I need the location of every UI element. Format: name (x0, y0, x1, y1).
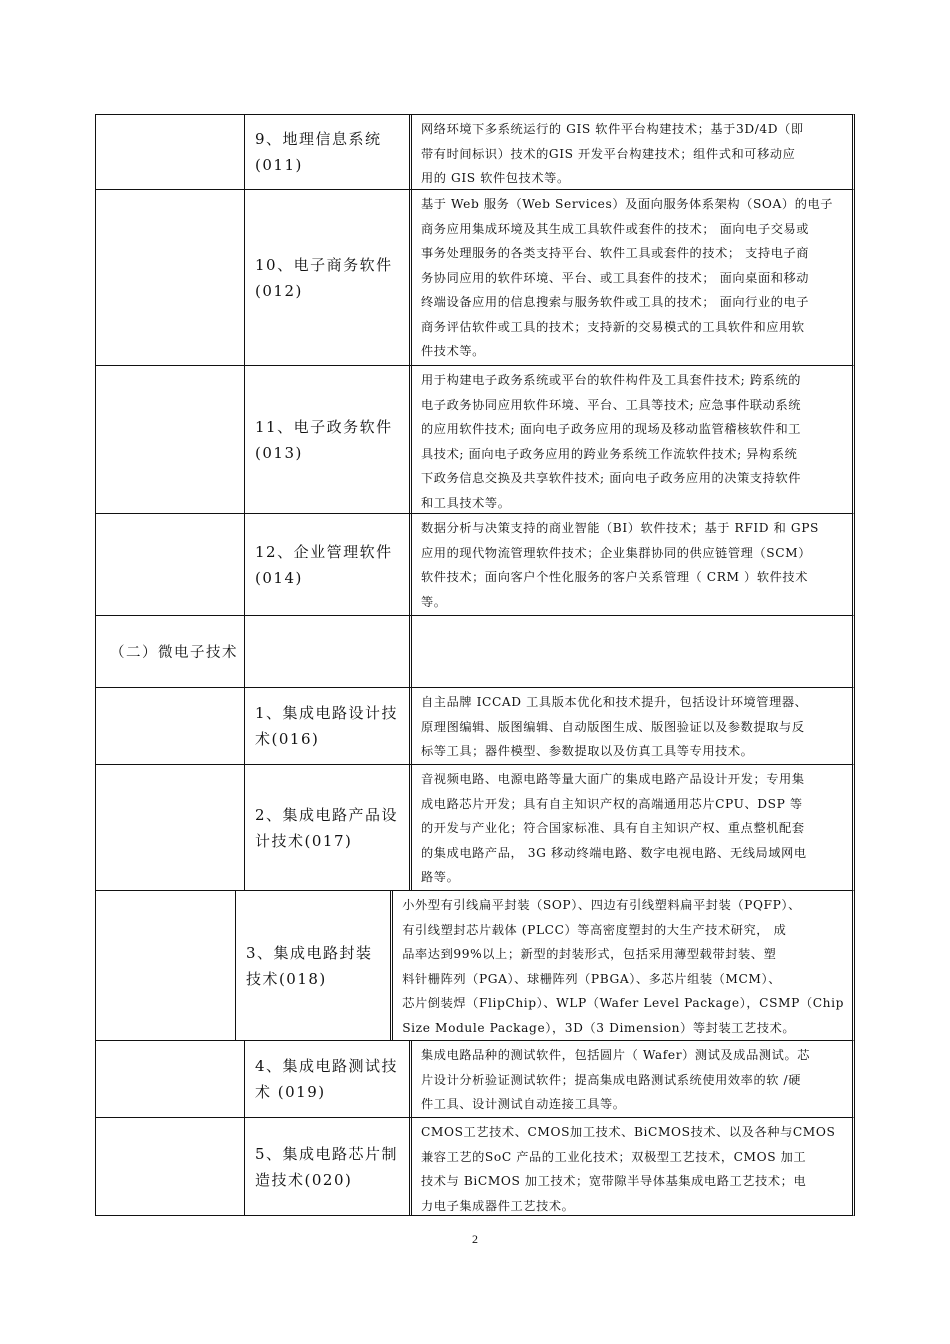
description-cell (412, 366, 852, 513)
description-line: 务协同应用的软件环境、平台、或工具套件的技术； 面向桌面和移动 (421, 270, 810, 285)
description-cell (412, 616, 852, 687)
item-cell: 10、电子商务软件(012) (245, 190, 412, 365)
description-line: 应用的现代物流管理软件技术；企业集群协同的供应链管理（SCM） (421, 545, 812, 560)
description-line: 片设计分析验证测试软件；提高集成电路测试系统使用效率的软 /硬 (421, 1072, 802, 1087)
description-line: 下政务信息交换及共享软件技术; 面向电子政务应用的决策支持软件 (421, 471, 802, 485)
description-line: 兼容工艺的SoC 产品的工业化技术；双极型工艺技术，CMOS 加工 (421, 1149, 807, 1164)
item-cell: 3、集成电路封装技术(018) (236, 891, 393, 1040)
tech-table (95, 114, 855, 1216)
description-line: 软件技术；面向客户个性化服务的客户关系管理（ CRM ）软件技术 (421, 570, 808, 584)
description-line: 的集成电路产品， 3G 移动终端电路、数字电视电路、无线局域网电 (421, 845, 807, 860)
description-line: 有引线塑封芯片载体 (PLCC）等高密度塑封的大生产技术研究， 成 (402, 922, 787, 937)
description-cell (412, 514, 852, 615)
item-cell: 2、集成电路产品设计技术(017) (245, 765, 412, 890)
description-line: 商务应用集成环境及其生成工具软件或套件的技术； 面向电子交易或 (421, 221, 810, 236)
category-cell (96, 190, 245, 365)
description-line: 终端设备应用的信息搜索与服务软件或工具的技术； 面向行业的电子 (421, 295, 810, 309)
category-cell (96, 891, 236, 1040)
description-line: 和工具技术等。 (421, 495, 511, 510)
description-line: 音视频电路、电源电路等量大面广的集成电路产品设计开发；专用集 (421, 772, 805, 786)
description-line: 小外型有引线扁平封装（SOP）、四边有引线塑料扁平封装（PQFP）、 (402, 898, 801, 912)
category-cell (96, 688, 245, 764)
description-line: 具技术; 面向电子政务应用的跨业务系统工作流软件技术; 异构系统 (421, 446, 798, 461)
description-line: 件技术等。 (421, 344, 485, 358)
description-line: 路等。 (421, 870, 460, 884)
table-row (95, 688, 855, 765)
description-line: 等。 (421, 594, 447, 609)
category-cell: （二）微电子技术 (96, 616, 245, 687)
description-line: 成电路芯片开发；具有自主知识产权的高端通用芯片CPU、DSP 等 (421, 796, 803, 811)
description-line: 用于构建电子政务系统或平台的软件构件及工具套件技术; 跨系统的 (421, 373, 802, 387)
description-line: 数据分析与决策支持的商业智能（BI）软件技术；基于 RFID 和 GPS (421, 521, 819, 535)
item-cell: 4、集成电路测试技术 (019) (245, 1041, 412, 1117)
description-line: 用的 GIS 软件包技术等。 (421, 171, 570, 185)
table-row (95, 366, 855, 514)
table-row (95, 1041, 855, 1118)
category-cell (96, 514, 245, 615)
description-cell (393, 891, 852, 1040)
description-line: 技术与 BiCMOS 加工技术；宽带隙半导体基集成电路工艺技术；电 (421, 1174, 807, 1188)
description-line: 基于 Web 服务（Web Services）及面向服务体系架构（SOA）的电子 (421, 197, 834, 211)
description-line: 电子政务协同应用软件环境、平台、工具等技术; 应急事件联动系统 (421, 397, 802, 412)
description-cell (412, 765, 852, 890)
category-cell (96, 366, 245, 513)
description-line: 商务评估软件或工具的技术；支持新的交易模式的工具软件和应用软 (421, 319, 805, 334)
category-cell (96, 1041, 245, 1117)
description-line: Size Module Package），3D（3 Dimension）等封装工艺技术。 (402, 1020, 796, 1035)
page-number: 2 (472, 1232, 478, 1246)
description-line: 集成电路品种的测试软件，包括圆片（ Wafer）测试及成品测试。芯 (421, 1048, 811, 1062)
category-cell (96, 765, 245, 890)
description-cell (412, 688, 852, 764)
description-line: 的开发与产业化；符合国家标准、具有自主知识产权、重点整机配套 (421, 821, 805, 835)
description-line: 带有时间标识）技术的GIS 开发平台构建技术；组件式和可移动应 (421, 146, 796, 161)
item-cell: 12、企业管理软件(014) (245, 514, 412, 615)
item-cell: 9、地理信息系统(011) (245, 115, 412, 189)
item-cell: 1、集成电路设计技术(016) (245, 688, 412, 764)
item-cell: 11、电子政务软件(013) (245, 366, 412, 513)
description-line: 自主品牌 ICCAD 工具版本优化和技术提升，包括设计环境管理器、 (421, 695, 808, 709)
category-cell (96, 1118, 245, 1215)
description-line: 的应用软件技术; 面向电子政务应用的现场及移动监管稽核软件和工 (421, 422, 802, 436)
category-cell (96, 115, 245, 189)
table-row (95, 765, 855, 891)
table-row (95, 616, 855, 688)
description-line: 件工具、设计测试自动连接工具等。 (421, 1097, 626, 1111)
description-line: 网络环境下多系统运行的 GIS 软件平台构建技术；基于3D/4D（即 (421, 122, 804, 136)
description-line: CMOS工艺技术、CMOS加工技术、BiCMOS技术、以及各种与CMOS (421, 1125, 836, 1139)
description-line: 事务处理服务的各类支持平台、软件工具或套件的技术； 支持电子商 (421, 246, 810, 260)
description-line: 原理图编辑、版图编辑、自动版图生成、版图验证以及参数提取与反 (421, 719, 805, 734)
item-cell (245, 616, 412, 687)
description-line: 标等工具；器件模型、参数提取以及仿真工具等专用技术。 (421, 744, 754, 758)
description-cell (412, 190, 852, 365)
description-line: 力电子集成器件工艺技术。 (421, 1198, 575, 1213)
description-line: 芯片倒装焊（FlipChip）、WLP（Wafer Level Package），CSMP（Chip (402, 996, 844, 1010)
description-cell (412, 1041, 852, 1117)
table-row (95, 114, 855, 190)
description-cell (412, 1118, 852, 1215)
table-row (95, 1118, 855, 1216)
table-row (95, 190, 855, 366)
table-row (95, 514, 855, 616)
table-row (95, 891, 855, 1041)
description-line: 品率达到99%以上；新型的封装形式，包括采用薄型载带封装、塑 (402, 947, 777, 961)
item-cell: 5、集成电路芯片制造技术(020) (245, 1118, 412, 1215)
description-cell (412, 115, 852, 189)
description-line: 料针栅阵列（PGA）、球栅阵列（PBGA）、多芯片组装（MCM）、 (402, 971, 781, 986)
